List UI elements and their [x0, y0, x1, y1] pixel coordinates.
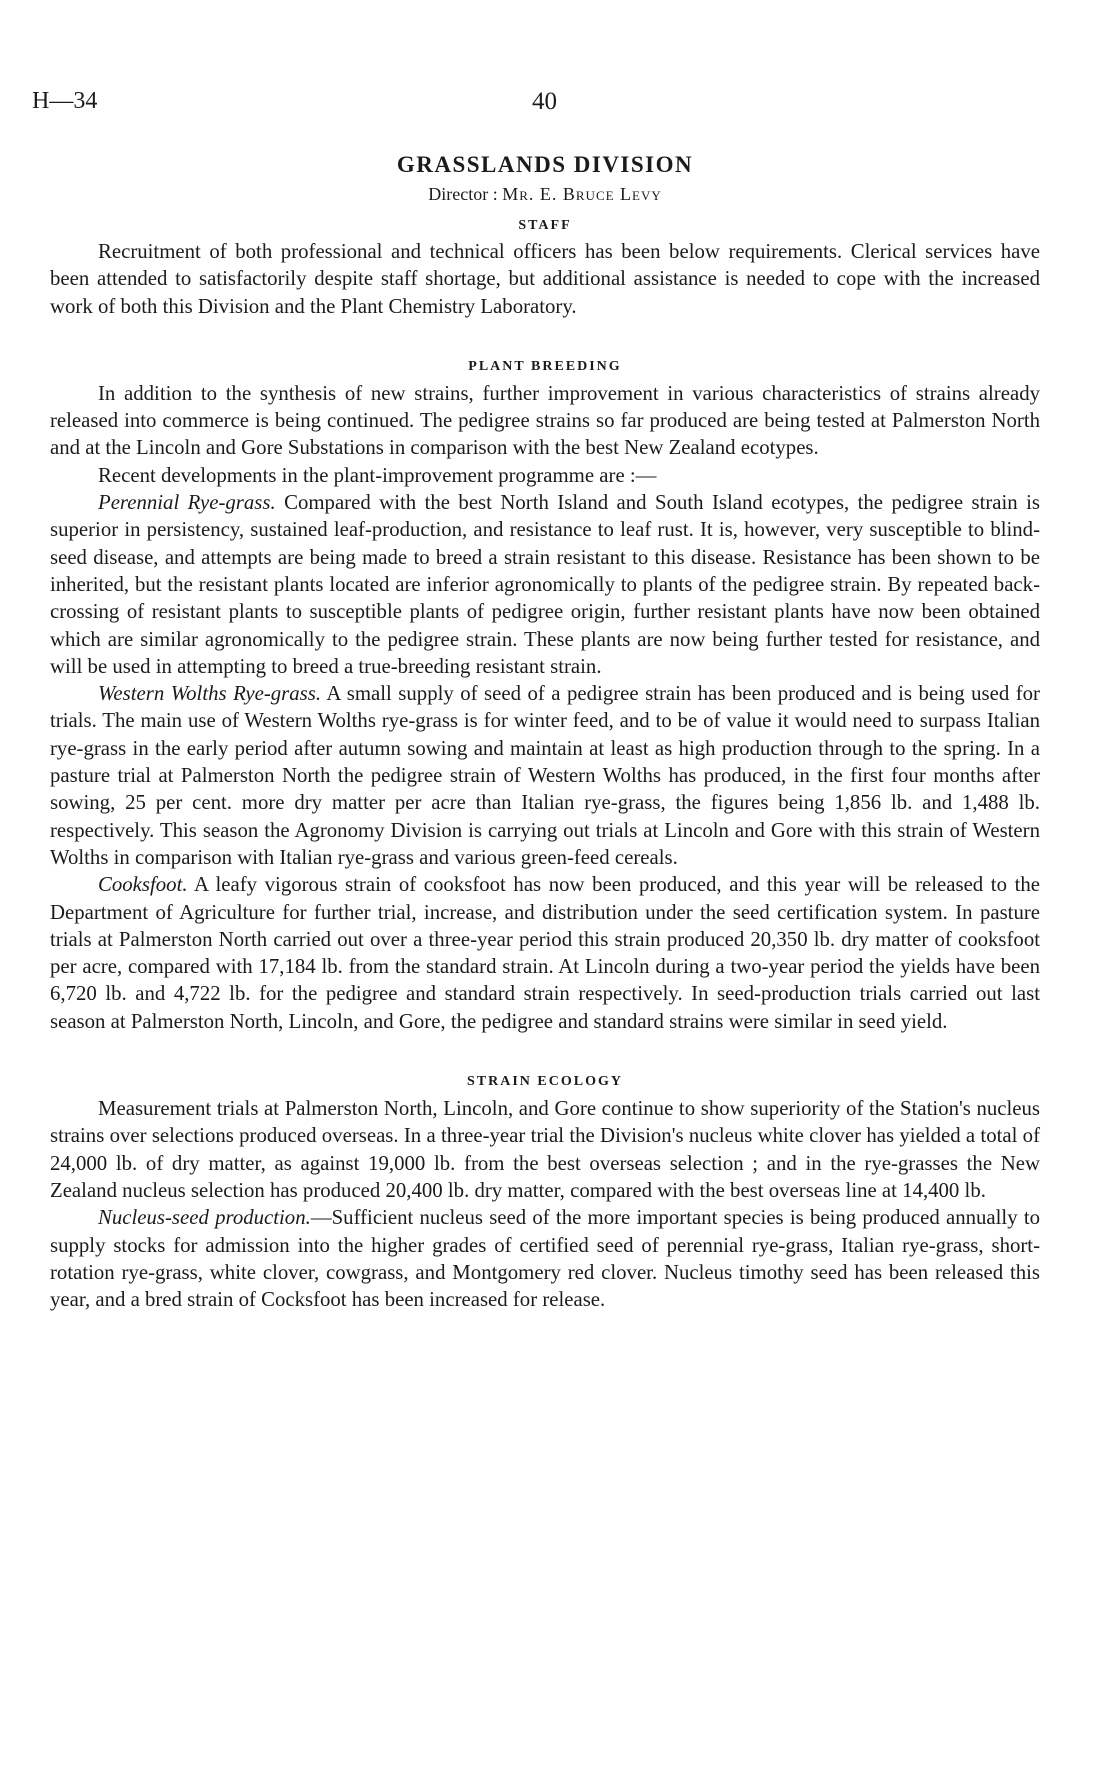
- director-label: Director :: [428, 184, 498, 204]
- plant-breeding-recent: Recent developments in the plant-improvement programme are :—: [98, 463, 657, 487]
- division-title: GRASSLANDS DIVISION: [396, 152, 694, 177]
- strain-ecology-intro: Measurement trials at Palmerston North, Lincoln, and Gore continue to show superiority of the Station's nucleus strains over selections produced overseas. In a three-year trial the Division's nucleus white clover has yielded a total of 24,000 lb. of dry matter, as against 19,000 lb. from the best overseas selection ; and in the rye-grasses the New Zealand nucleus selection has produced 20,400 lb. dry matter, compared with the best overseas line at 14,400 lb.: [50, 1097, 1040, 1202]
- western-wolths-text: A small supply of seed of a pedigree strain has been produced and is being used for trials. The main use of Western Wolths rye-grass is for winter feed, and to be of value it would need to surpass Italian rye-grass in the early period after autumn sowing and maintain at least as high production through to the spring. In a pasture trial at Palmerston North the pedigree strain of Western Wolths has produced, in the first four months after sowing, 25 per cent. more dry matter per acre than Italian rye-grass, the figures being 1,856 lb. and 1,488 lb. respectively. This season the Agronomy Division is carrying out trials at Lincoln and Gore with this strain of Western Wolths in comparison with Italian rye-grass and various green-feed cereals.: [50, 682, 1040, 869]
- section-heading-staff: STAFF: [518, 218, 572, 233]
- western-wolths-paragraph: [50, 680, 1040, 871]
- staff-paragraph: Recruitment of both professional and technical officers has been below requirements. Clerical services have been attended to satisfactorily despite staff shortage, but additional assistance is needed to cope with the increased work of both this Division and the Plant Chemistry Laboratory.: [50, 240, 1040, 318]
- cocksfoot-title: Cooksfoot.: [98, 873, 188, 897]
- nucleus-seed-text: —Sufficient nucleus seed of the more important species is being produced annually to supply stocks for admission into the higher grades of certified seed of perennial rye-grass, Italian rye-grass, short-rotation rye-grass, white clover, cowgrass, and Montgomery red clover. Nucleus timothy seed has been released this year, and a bred strain of Cocksfoot has been increased for release.: [50, 1206, 1040, 1312]
- perennial-rye-grass-text: Compared with the best North Island and South Island ecotypes, the pedigree strain is superior in persistency, sustained leaf-production, and resistance to leaf rust. It is, however, very susceptible to blind-seed disease, and attempts are being made to breed a strain resistant to this disease. Resistance has been shown to be inherited, but the resistant plants located are inferior agronomically to plants of the pedigree strain. By repeated back-crossing of resistant plants to susceptible plants of pedigree origin, further resistant plants have now been obtained which are similar agronomically to the pedigree strain. These plants are now being further tested for resistance, and will be used in attempting to breed a true-breeding resistant strain.: [50, 491, 1040, 678]
- perennial-rye-grass-title: Perennial Rye-grass.: [98, 491, 276, 515]
- page-number: 40: [532, 88, 557, 115]
- plant-breeding-intro: In addition to the synthesis of new strains, further improvement in various characteristics of strains already released into commerce is being continued. The pedigree strains so far produced are being tested at Palmerston North and at the Lincoln and Gore Substations in comparison with the best New Zealand ecotypes.: [50, 381, 1040, 460]
- page-header: [32, 88, 1082, 128]
- report-reference: H—34: [32, 88, 98, 114]
- western-wolths-title: Western Wolths Rye-grass.: [98, 682, 322, 706]
- section-heading-plant-breeding: PLANT BREEDING: [468, 358, 622, 374]
- nucleus-seed-title: Nucleus-seed production.: [98, 1206, 311, 1230]
- page-body: [50, 152, 1040, 1313]
- cocksfoot-paragraph: [50, 871, 1040, 1035]
- nucleus-seed-paragraph: [50, 1204, 1040, 1313]
- section-heading-strain-ecology: STRAIN ECOLOGY: [467, 1074, 623, 1090]
- perennial-rye-grass-paragraph: [50, 489, 1040, 680]
- cocksfoot-text: A leafy vigorous strain of cooksfoot has now been produced, and this year will be released to the Department of Agriculture for further trial, increase, and distribution under the seed certification system. In pasture trials at Palmerston North carried out over a three-year period this strain produced 20,350 lb. dry matter of cooksfoot per acre, compared with 17,184 lb. from the standard strain. At Lincoln during a two-year period the yields have been 6,720 lb. and 4,722 lb. for the pedigree and standard strain respectively. In seed-production trials carried out last season at Palmerston North, Lincoln, and Gore, the pedigree and standard strains were similar in seed yield.: [50, 873, 1040, 1033]
- director-name: Mr. E. Bruce Levy: [502, 184, 662, 204]
- director-line: [50, 184, 1040, 214]
